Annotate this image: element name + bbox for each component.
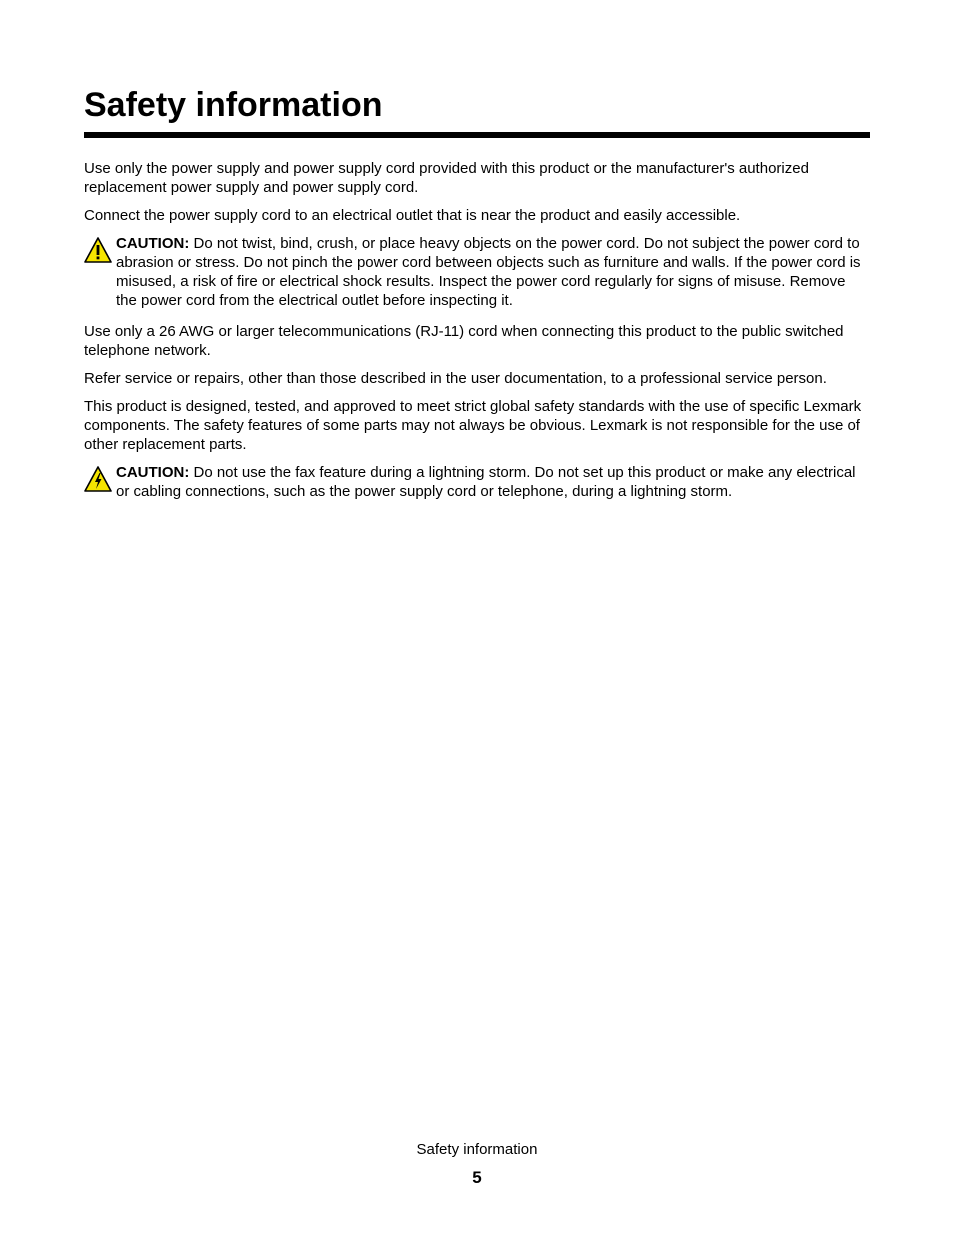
caution-body: Do not twist, bind, crush, or place heavy objects on the power cord. Do not subject the power cord to abrasion or stress. Do not pinch the power cord between objects such as furniture and walls. If the power cord is misused, a risk of fire or electrical shock results. Inspect the power cord regularly for signs of misuse. Remove the power cord from the electrical outlet before inspecting it. — [116, 235, 861, 309]
caution-label: CAUTION: — [116, 464, 190, 481]
caution-text — [116, 234, 870, 310]
title-divider — [84, 132, 870, 138]
paragraph-outlet: Connect the power supply cord to an electrical outlet that is near the product and easily accessible. — [84, 207, 741, 224]
caution-text — [116, 463, 870, 501]
document-page — [84, 84, 870, 513]
warning-exclamation-icon — [84, 236, 112, 264]
paragraph-service: Refer service or repairs, other than those described in the user documentation, to a professional service person. — [84, 370, 827, 387]
paragraph-telephone-cord: Use only a 26 AWG or larger telecommunications (RJ-11) cord when connecting this product to the public switched telephone network. — [84, 323, 844, 359]
page-number: 5 — [472, 1168, 482, 1187]
caution-label: CAUTION: — [116, 235, 190, 252]
page-title: Safety information — [84, 86, 383, 124]
caution-power-cord — [84, 234, 870, 310]
caution-lightning — [84, 463, 870, 501]
paragraph-safety-standards: This product is designed, tested, and approved to meet strict global safety standards with the use of specific Lexmark components. The safety features of some parts may not always be obvious. Lexmark is not responsible for the use of other replacement parts. — [84, 398, 862, 453]
paragraph-power-supply: Use only the power supply and power supply cord provided with this product or the manufacturer's authorized replacement power supply and power supply cord. — [84, 160, 809, 196]
footer-section-title: Safety information — [416, 1141, 538, 1158]
warning-lightning-icon — [84, 465, 112, 493]
caution-body: Do not use the fax feature during a lightning storm. Do not set up this product or make any electrical or cabling connections, such as the power supply cord or telephone, during a lightning storm. — [116, 464, 856, 500]
